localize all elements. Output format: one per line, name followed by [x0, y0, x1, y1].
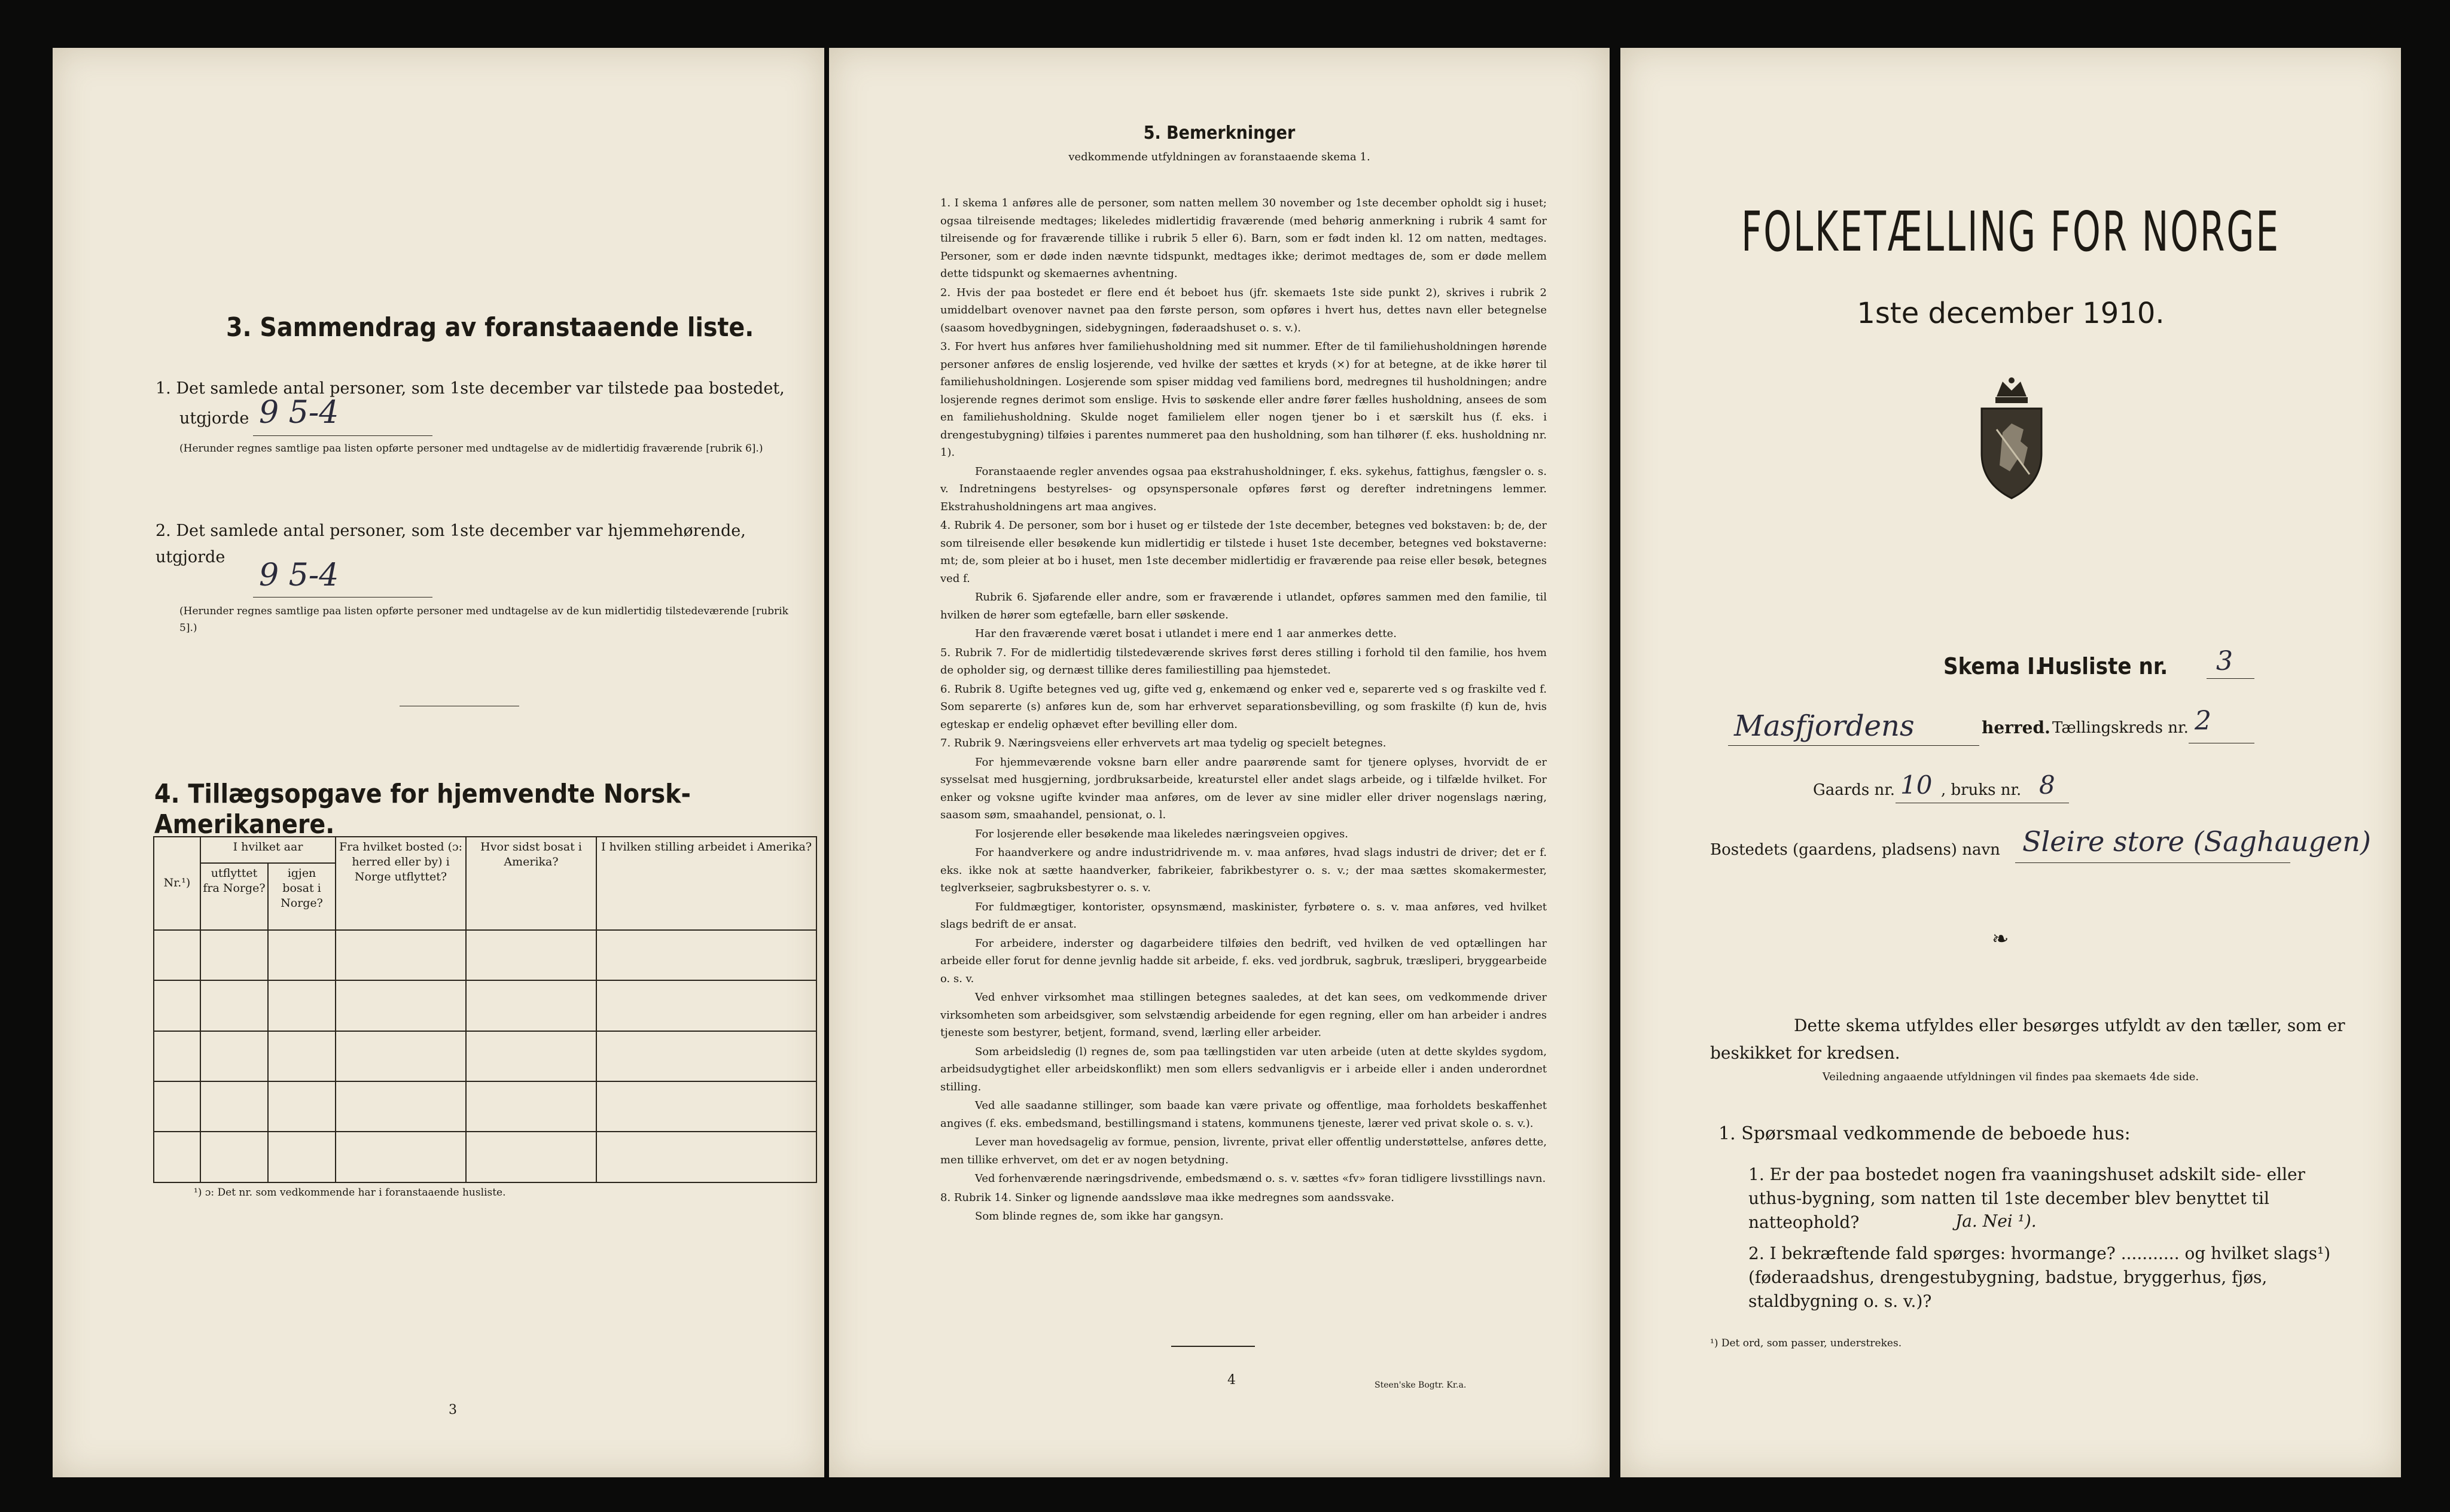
kreds-value: 2 — [2195, 706, 2211, 736]
ornament-icon: ❧ — [1992, 927, 2009, 951]
remark-4c: Har den fraværende været bosat i utlandet i mere end 1 aar anmerkes dette. — [975, 627, 1397, 640]
coat-of-arms-icon — [1973, 376, 2050, 501]
questions-title: 1. Spørsmaal vedkommende de beboede hus: — [1718, 1123, 2131, 1144]
page-3 — [53, 48, 824, 1477]
page-4 — [829, 48, 1610, 1477]
husliste-value: 3 — [2216, 646, 2233, 676]
remark-6: 6. Rubrik 8. Ugifte betegnes ved ug, gifte ved g, enkemænd og enker ved e, separerte ved s og fraskilte ved f. Som separerte (s) anføres kun de, som har erhvervet separationsbevilling, og som fraskilte (f) kun de, hvis egteskap er endelig ophævet efter bevilling eller dom. — [940, 682, 1547, 731]
main-title: FOLKETÆLLING FOR NORGE — [1741, 200, 2280, 264]
col-utflyttet: utflyttet fra Norge? — [200, 863, 268, 929]
remark-7e: For arbeidere, inderster og dagarbeidere tilføies den bedrift, ved hvilken de ved optællingen har arbeide eller forut for denne jevnlig hadde sit arbeide, f. eks. ved jordbruk, sagbruk, træsliperi, bryggearbeide o. s. v. — [940, 937, 1547, 985]
bosted-value: Sleire store (Saghaugen) — [2022, 825, 2371, 858]
remark-3: 3. For hvert hus anføres hver familiehusholdning med sit nummer. Efter de til familiehusholdningen hørende personer anføres de enslig losjerende, ved hvilke der sættes et kryds (×) for at betegne, at de ikke hører til familiehusholdningen. Losjerende som spiser middag ved familiens bord, medregnes til husholdningen; andre losjerende regnes derimot som enslige. Hvis to søskende eller andre fører fælles husholdning, ansees de som en familiehusholdning. Skulde noget familielem eller nogen tjener bo i et særskilt hus (f. eks. i drengestubygning) tilføies i parentes nummeret paa den husholdning, som han tilhører (f. eks. husholdning nr. 1). — [940, 340, 1547, 459]
remark-7h: Ved alle saadanne stillinger, som baade kan være private og offentlige, maa forholdets beskaffenhet angives (f. eks. embedsmand, bestillingsmand i statens, kommunens tjeneste, lærer ved privat skole o. s. v.). — [940, 1099, 1547, 1130]
footnote: ¹) Det ord, som passer, understrekes. — [1710, 1337, 1902, 1349]
q1-text: 1. Det samlede antal personer, som 1ste december var tilstede paa bostedet, — [156, 379, 785, 398]
col-bosted: Fra hvilket bosted (ɔ: herred eller by) i Norge utflyttet? — [336, 837, 466, 930]
col-nr: Nr.¹) — [154, 837, 200, 930]
gaards-label: Gaards nr. — [1813, 781, 1896, 799]
remark-3b: Foranstaaende regler anvendes ogsaa paa ekstrahusholdninger, f. eks. sykehus, fattighus, fængsler o. s. v. Indretningens bestyrelses- og opsynspersonale opføres først og derefter indretningens lemmer. Ekstrahusholdningens art maa angives. — [940, 465, 1547, 513]
col-igjen: igjen bosat i Norge? — [268, 863, 336, 929]
section-4-title: 4. Tillægsopgave for hjemvendte Norsk-Amerikanere. — [154, 779, 691, 840]
bosted-label: Bostedets (gaardens, pladsens) navn — [1710, 841, 2000, 859]
q1-prefix: utgjorde — [179, 409, 249, 428]
instruction-text: Dette skema utfyldes eller besørges utfyldt av den tæller, som er beskikket for kredsen. — [1710, 1016, 2345, 1063]
remark-2: 2. Hvis der paa bostedet er flere end ét beboet hus (jfr. skemaets 1ste side punkt 2), skrives i rubrik 2 umiddelbart ovenover navnet paa den første person, som opføres i hvert hus, dettes navn eller betegnelse (saasom hovedbygningen, sidebygningen, føderaadshuset o. s. v.). — [940, 286, 1547, 334]
remark-4: 4. Rubrik 4. De personer, som bor i huset og er tilstede der 1ste december, betegnes ved bokstaven: b; de, der som tilreisende eller besøkende kun midlertidig er tilstede i huset 1ste december, betegnes ved bokstaverne: mt; de, som pleier at bo i huset, men 1ste december midlertidig er fraværende paa reise eller besøk, betegnes ved f. — [940, 519, 1547, 585]
schema-label: Skema I. — [1943, 653, 2043, 679]
remarks-body — [940, 194, 1547, 1227]
remark-7f: Ved enhver virksomhet maa stillingen betegnes saaledes, at det kan sees, om vedkommende driver virksomheten som arbeidsgiver, som selvstændig arbeidende for egen regning, eller om han arbeider i andres tjeneste som bestyrer, betjent, formand, svend, lærling eller arbeider. — [940, 991, 1547, 1039]
remark-8: 8. Rubrik 14. Sinker og lignende aandssløve maa ikke medregnes som aandssvake. — [940, 1191, 1395, 1204]
remark-7j: Ved forhenværende næringsdrivende, embedsmænd o. s. v. sættes «fv» foran tidligere livsstillings navn. — [975, 1172, 1546, 1185]
remark-7: 7. Rubrik 9. Næringsveiens eller erhvervets art maa tydelig og specielt betegnes. — [940, 737, 1386, 749]
herred-label: herred. — [1982, 718, 2050, 737]
question-1: 1. Er der paa bostedet nogen fra vaaningshuset adskilt side- eller uthus-bygning, som natten til 1ste december blev benyttet til natteophold? — [1748, 1165, 2305, 1232]
remark-4b: Rubrik 6. Sjøfarende eller andre, som er fraværende i utlandet, opføres sammen med den familie, til hvilken de hører som egtefælle, barn eller søskende. — [940, 591, 1547, 621]
section-3-title: 3. Sammendrag av foranstaaende liste. — [226, 312, 754, 343]
norsk-amerikanere-table — [153, 836, 817, 1183]
remark-7d: For fuldmægtiger, kontorister, opsynsmænd, maskinister, fyrbøtere o. s. v. maa anføres, ved hvilket slags bedrift de er ansat. — [940, 900, 1547, 931]
remark-7b: For losjerende eller besøkende maa likeledes næringsveien opgives. — [975, 827, 1348, 840]
col-stilling: I hvilken stilling arbeidet i Amerika? — [596, 837, 816, 930]
husliste-label: Husliste nr. — [2038, 653, 2168, 679]
page-number: 3 — [449, 1403, 457, 1418]
q2-value: 9 5-4 — [259, 557, 339, 593]
question-2: 2. I bekræftende fald spørges: hvormange? ........... og hvilket slags¹) (føderaadshus, drengestubygning, badstue, bryggerhus, fjøs, staldbygning o. s. v.)? — [1748, 1243, 2331, 1311]
q2-text: 2. Det samlede antal personer, som 1ste december var hjemmehørende, utgjorde — [156, 522, 746, 566]
instruction-small: Veiledning angaaende utfyldningen vil findes paa skemaets 4de side. — [1822, 1071, 2199, 1083]
q1-value: 9 5-4 — [259, 395, 339, 431]
printer-credit: Steen'ske Bogtr. Kr.a. — [1375, 1380, 1467, 1390]
remark-7g: Som arbeidsledig (l) regnes de, som paa tællingstiden var uten arbeide (uten at dette skyldes sygdom, arbeidsudygtighet eller arbeidskonflikt) men som ellers sedvanligvis er i arbeide eller i anden underordnet stilling. — [940, 1045, 1547, 1093]
remark-7a: For hjemmeværende voksne barn eller andre paarørende samt for tjenere oplyses, hvorvidt de er sysselsat med husgjerning, jordbruksarbeide, kreaturstel eller andet slags arbeide, og i tilfælde hvilket. For enker og voksne ugifte kvinder maa anføres, om de lever av sine midler eller driver nogenslags næring, saasom søm, smaahandel, pensionat, o. l. — [940, 755, 1547, 821]
remarks-subtitle: vedkommende utfyldningen av foranstaaende skema 1. — [1068, 151, 1370, 163]
col-amerika: Hvor sidst bosat i Amerika? — [466, 837, 596, 930]
bruks-value: 8 — [2039, 770, 2055, 800]
remark-7i: Lever man hovedsagelig av formue, pension, livrente, privat eller offentlig understøttelse, anføres dette, men tillike erhvervet, om det er av nogen betydning. — [940, 1136, 1547, 1166]
census-date: 1ste december 1910. — [1857, 297, 2165, 330]
kreds-label: Tællingskreds nr. — [2052, 719, 2189, 737]
bruks-label: , bruks nr. — [1941, 781, 2022, 799]
page-1 — [1620, 48, 2401, 1477]
footnote: ¹) ɔ: Det nr. som vedkommende har i foranstaaende husliste. — [194, 1187, 506, 1199]
remark-5: 5. Rubrik 7. For de midlertidig tilstedeværende skrives først deres stilling i forhold til den familie, hos hvem de opholder sig, og dernæst tillike deres familiestilling paa hjemstedet. — [940, 646, 1547, 676]
remarks-title: 5. Bemerkninger — [1143, 123, 1296, 144]
remark-8b: Som blinde regnes de, som ikke har gangsyn. — [975, 1210, 1224, 1223]
herred-value: Masfjordens — [1734, 709, 1915, 743]
gaards-value: 10 — [1900, 770, 1933, 800]
question-1-answer: Ja. Nei ¹). — [1955, 1211, 2037, 1231]
col-aar: I hvilket aar — [200, 837, 336, 863]
page-number: 4 — [1227, 1373, 1236, 1388]
q2-note: (Herunder regnes samtlige paa listen opførte personer med undtagelse av de kun midlertidig tilstedeværende [rubrik 5].) — [179, 605, 788, 634]
remark-1: 1. I skema 1 anføres alle de personer, som natten mellem 30 november og 1ste december opholdt sig i huset; ogsaa tilreisende medtages; likeledes midlertidig fraværende (med behørig anmerkning i rubrik 4 samt for tilreisende og for fraværende tillike i rubrik 5 eller 6). Barn, som er født inden kl. 12 om natten, medtages. Personer, som er døde inden nævnte tidspunkt, medtages ikke; derimot medtages de, som er døde mellem dette tidspunkt og skemaernes avhentning. — [940, 197, 1547, 280]
q1-note: (Herunder regnes samtlige paa listen opførte personer med undtagelse av de midlertidig fraværende [rubrik 6].) — [179, 443, 763, 455]
remark-7c: For haandverkere og andre industridrivende m. v. maa anføres, hvad slags industri de driver; det er f. eks. ikke nok at sætte haandverker, fabrikeier, fabrikbestyrer o. s. v.; der maa sættes skomakermester, teglverkseier, sagbruksbestyrer o. s. v. — [940, 846, 1547, 894]
